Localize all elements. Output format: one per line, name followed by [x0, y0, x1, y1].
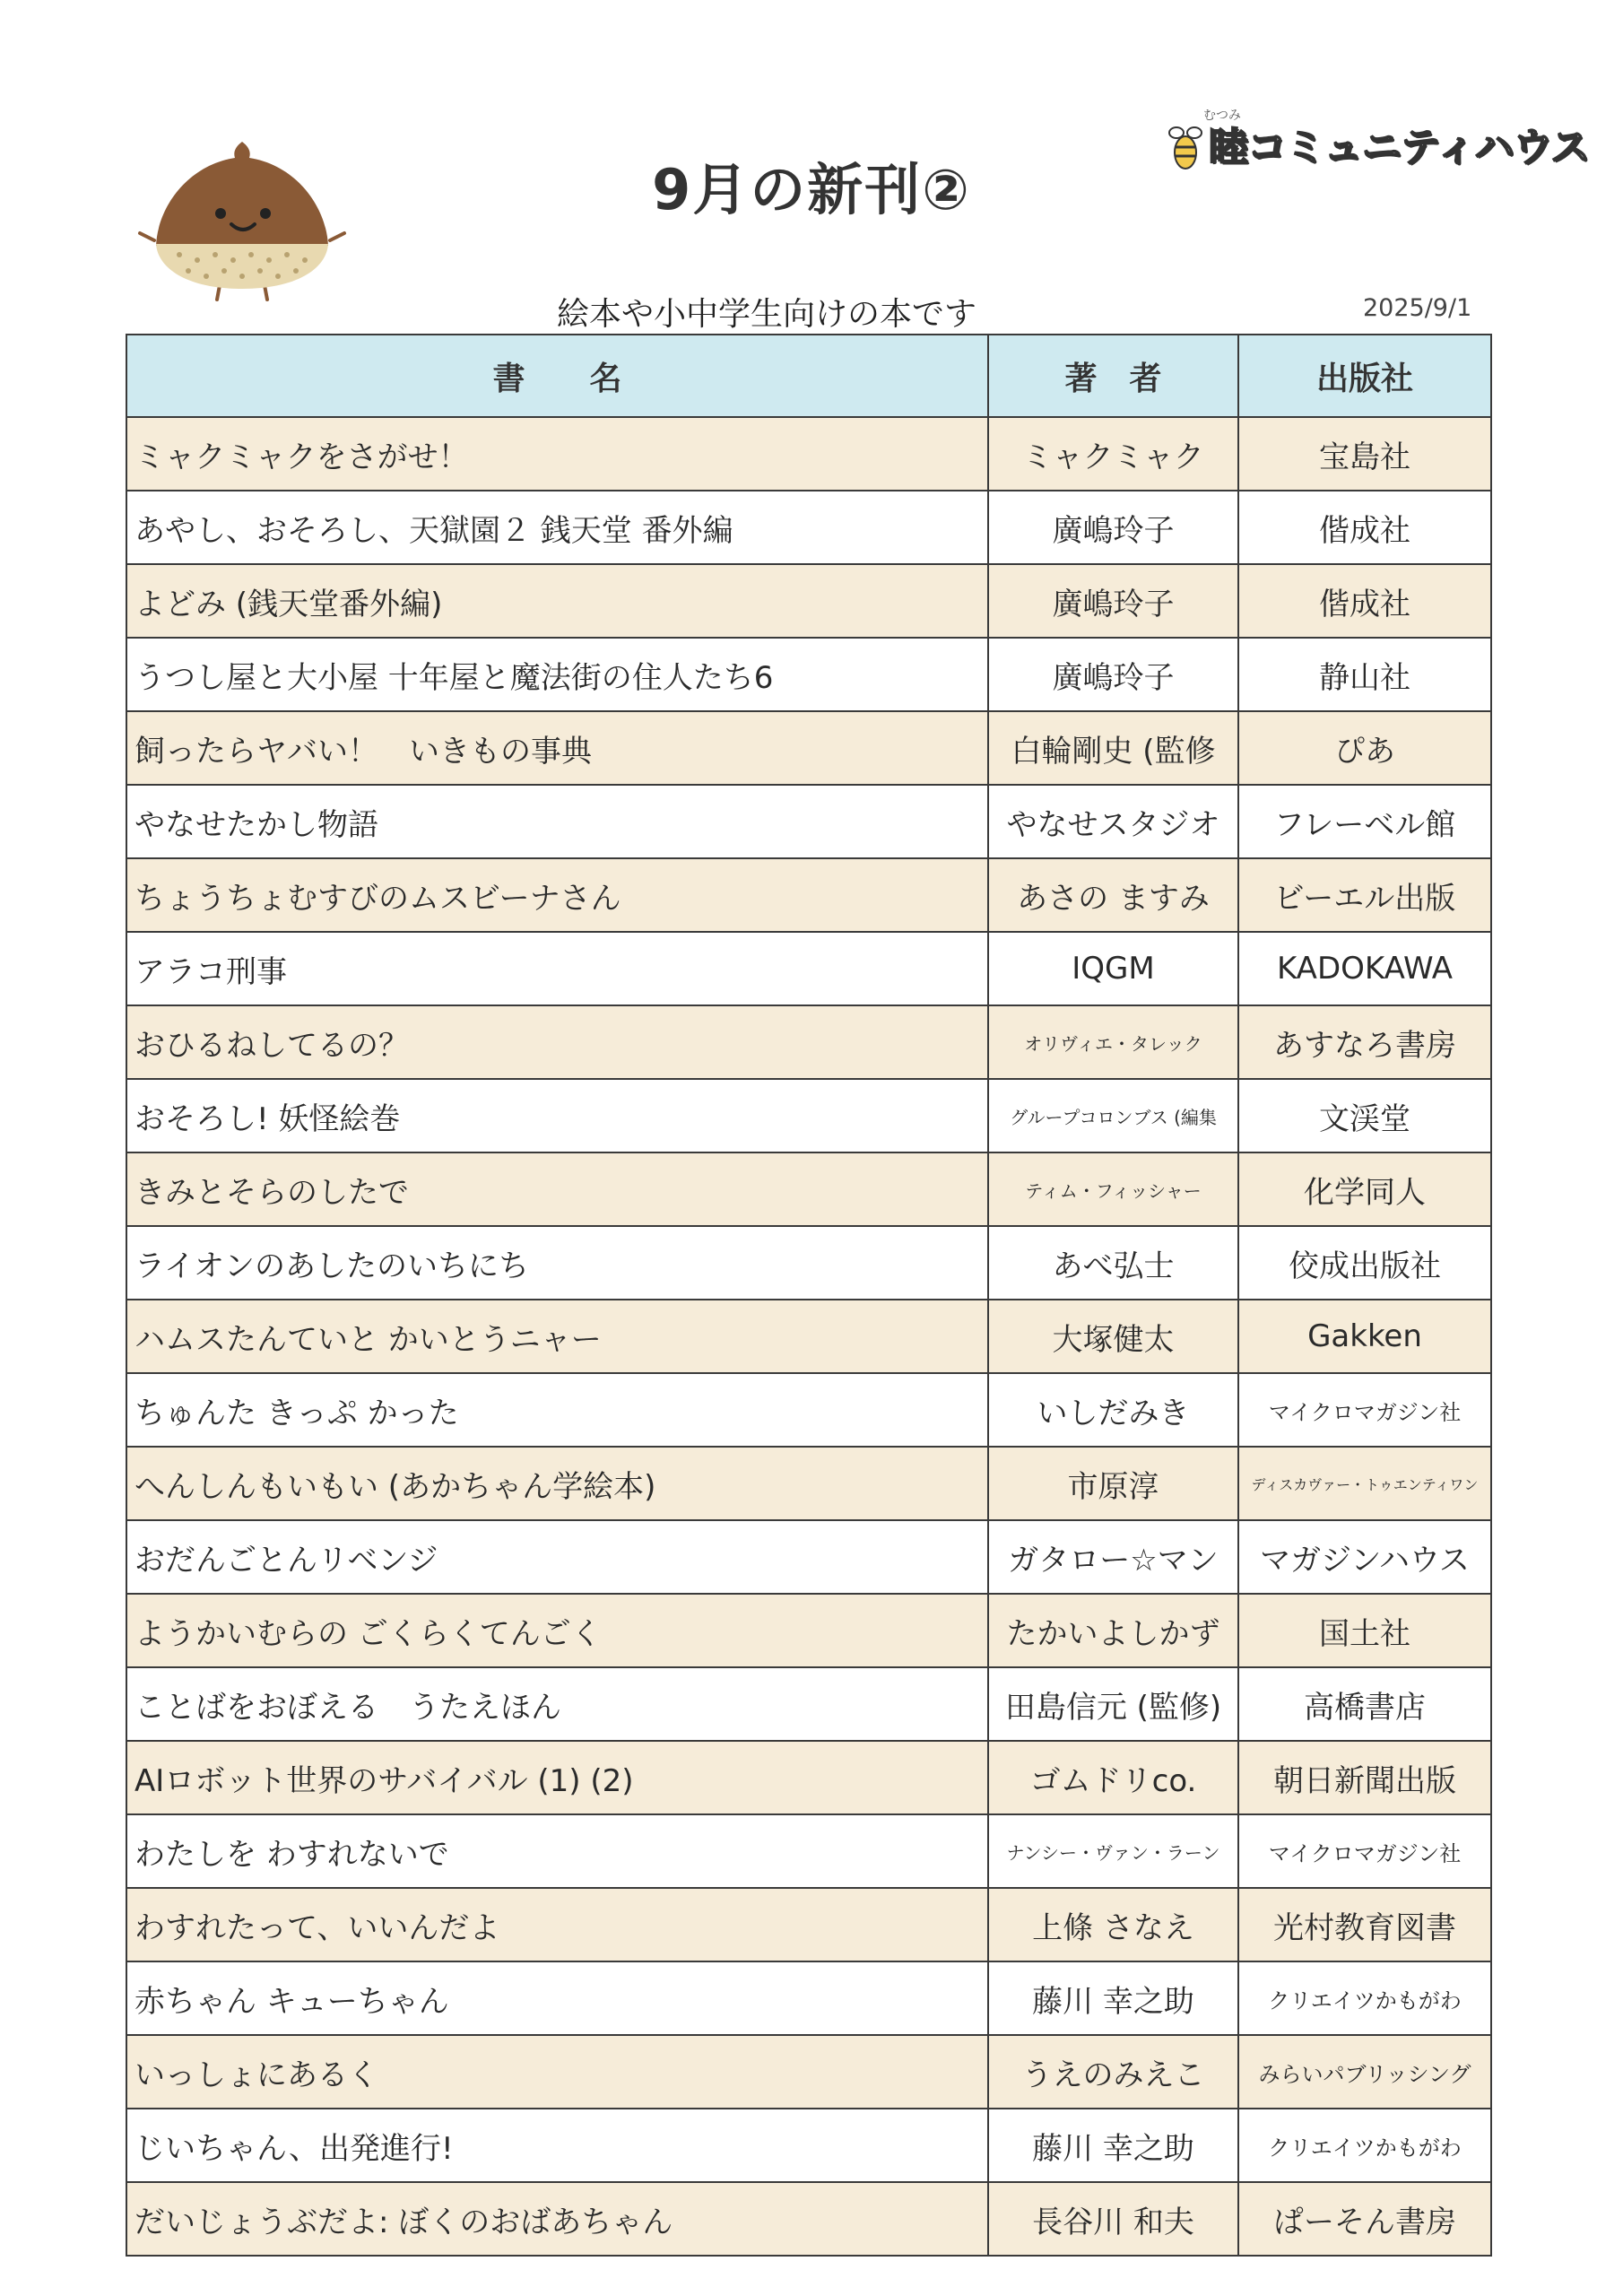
book-publisher-cell: クリエイツかもがわ [1238, 1961, 1491, 2035]
book-publisher-cell: マガジンハウス [1238, 1520, 1491, 1594]
book-title-cell: ちゅんた きっぷ かった [126, 1373, 988, 1447]
book-title-cell: いっしょにあるく [126, 2035, 988, 2109]
table-row [126, 2182, 1491, 2256]
book-publisher-cell: Gakken [1238, 1300, 1491, 1373]
book-author-cell: あさの ますみ [988, 858, 1238, 932]
logo-ruby: むつみ [1203, 109, 1241, 123]
book-publisher-cell: クリエイツかもがわ [1238, 2109, 1491, 2182]
table-row [126, 1226, 1491, 1300]
table-row [126, 1447, 1491, 1520]
subtitle: 絵本や小中学生向けの本です [556, 296, 976, 333]
table-row [126, 1373, 1491, 1447]
book-title-cell: よどみ (銭天堂番外編) [126, 564, 988, 638]
book-title-cell: だいじょうぶだよ: ぼくのおばあちゃん [126, 2182, 988, 2256]
book-title-cell: へんしんもいもい (あかちゃん学絵本) [126, 1447, 988, 1520]
book-title-cell: ライオンのあしたのいちにち [126, 1226, 988, 1300]
book-title-cell: わすれたって、いいんだよ [126, 1888, 988, 1961]
book-title-cell: ことばをおぼえる うたえほん [126, 1667, 988, 1741]
book-publisher-cell: フレーベル館 [1238, 785, 1491, 858]
book-author-cell: ゴムドリco. [988, 1741, 1238, 1814]
table-row [126, 564, 1491, 638]
book-publisher-cell: みらいパブリッシング [1238, 2035, 1491, 2109]
table-row [126, 711, 1491, 785]
book-title-cell: じいちゃん、出発進行! [126, 2109, 988, 2182]
column-header-publisher: 出版社 [1238, 335, 1491, 417]
table-row [126, 1961, 1491, 2035]
book-title-cell: うつし屋と大小屋 十年屋と魔法街の住人たち6 [126, 638, 988, 711]
book-publisher-cell: KADOKAWA [1238, 932, 1491, 1005]
book-title-cell: おひるねしてるの？ [126, 1005, 988, 1079]
book-author-cell: ガタロー☆マン [988, 1520, 1238, 1594]
book-title-cell: ミャクミャクをさがせ！ [126, 417, 988, 491]
book-title-cell: AIロボット世界のサバイバル (1) (2) [126, 1741, 988, 1814]
book-author-cell: 大塚健太 [988, 1300, 1238, 1373]
table-row [126, 1594, 1491, 1667]
book-author-cell: グループコロンブス (編集 [988, 1079, 1238, 1152]
book-author-cell: 上條 さなえ [988, 1888, 1238, 1961]
new-books-table [126, 334, 1492, 2257]
table-header-row [126, 335, 1491, 417]
book-publisher-cell: 佼成出版社 [1238, 1226, 1491, 1300]
table-row [126, 2109, 1491, 2182]
book-author-cell: 藤川 幸之助 [988, 2109, 1238, 2182]
table-row [126, 1079, 1491, 1152]
book-title-cell: きみとそらのしたで [126, 1152, 988, 1226]
column-header-title: 書 名 [126, 335, 988, 417]
book-author-cell: 廣嶋玲子 [988, 491, 1238, 564]
book-title-cell: ちょうちょむすびのムスビーナさん [126, 858, 988, 932]
book-author-cell: たかいよしかず [988, 1594, 1238, 1667]
book-title-cell: 赤ちゃん キューちゃん [126, 1961, 988, 2035]
book-title-cell: おだんごとんリベンジ [126, 1520, 988, 1594]
book-author-cell: 市原淳 [988, 1447, 1238, 1520]
book-author-cell: 廣嶋玲子 [988, 564, 1238, 638]
table-row [126, 858, 1491, 932]
book-title-cell: ハムスたんていと かいとうニャー [126, 1300, 988, 1373]
book-author-cell: いしだみき [988, 1373, 1238, 1447]
column-header-author: 著 者 [988, 335, 1238, 417]
book-publisher-cell: マイクロマガジン社 [1238, 1814, 1491, 1888]
book-publisher-cell: 国土社 [1238, 1594, 1491, 1667]
table-row [126, 1520, 1491, 1594]
book-publisher-cell: ぱーそん書房 [1238, 2182, 1491, 2256]
logo-text: 睦コミュニティハウス [1209, 125, 1590, 170]
book-title-cell: あやし、おそろし、天獄園２ 銭天堂 番外編 [126, 491, 988, 564]
book-author-cell: ナンシー・ヴァン・ラーン [988, 1814, 1238, 1888]
table-row [126, 491, 1491, 564]
issue-date: 2025/9/1 [1363, 294, 1472, 322]
book-publisher-cell: 偕成社 [1238, 491, 1491, 564]
book-publisher-cell: ビーエル出版 [1238, 858, 1491, 932]
table-row [126, 785, 1491, 858]
book-title-cell: ようかいむらの ごくらくてんごく [126, 1594, 988, 1667]
book-publisher-cell: 偕成社 [1238, 564, 1491, 638]
book-title-cell: やなせたかし物語 [126, 785, 988, 858]
book-author-cell: 長谷川 和夫 [988, 2182, 1238, 2256]
book-author-cell: うえのみえこ [988, 2035, 1238, 2109]
book-author-cell: オリヴィエ・タレック [988, 1005, 1238, 1079]
table-row [126, 1814, 1491, 1888]
book-author-cell: 白輪剛史 (監修 [988, 711, 1238, 785]
book-publisher-cell: ぴあ [1238, 711, 1491, 785]
book-publisher-cell: あすなろ書房 [1238, 1005, 1491, 1079]
table-row [126, 417, 1491, 491]
book-publisher-cell: 朝日新聞出版 [1238, 1741, 1491, 1814]
community-house-logo [1167, 109, 1590, 172]
book-title-cell: 飼ったらヤバい！ いきもの事典 [126, 711, 988, 785]
book-title-cell: おそろし! 妖怪絵巻 [126, 1079, 988, 1152]
book-author-cell: 田島信元 (監修) [988, 1667, 1238, 1741]
book-author-cell: あべ弘士 [988, 1226, 1238, 1300]
table-row [126, 1888, 1491, 1961]
book-author-cell: 藤川 幸之助 [988, 1961, 1238, 2035]
book-title-cell: わたしを わすれないで [126, 1814, 988, 1888]
table-row [126, 1741, 1491, 1814]
table-row [126, 1300, 1491, 1373]
table-row [126, 932, 1491, 1005]
book-publisher-cell: 高橋書店 [1238, 1667, 1491, 1741]
book-publisher-cell: 静山社 [1238, 638, 1491, 711]
table-row [126, 1667, 1491, 1741]
book-author-cell: 廣嶋玲子 [988, 638, 1238, 711]
book-publisher-cell: 化学同人 [1238, 1152, 1491, 1226]
book-publisher-cell: マイクロマガジン社 [1238, 1373, 1491, 1447]
book-title-cell: アラコ刑事 [126, 932, 988, 1005]
book-publisher-cell: 文渓堂 [1238, 1079, 1491, 1152]
book-author-cell: やなせスタジオ [988, 785, 1238, 858]
table-row [126, 1152, 1491, 1226]
book-publisher-cell: 宝島社 [1238, 417, 1491, 491]
bee-logo-icon [1167, 120, 1203, 172]
page-title: 9月の新刊② [652, 157, 971, 222]
book-publisher-cell: ディスカヴァー・トゥエンティワン [1238, 1447, 1491, 1520]
table-row [126, 2035, 1491, 2109]
book-author-cell: ティム・フィッシャー [988, 1152, 1238, 1226]
table-row [126, 1005, 1491, 1079]
book-author-cell: IQGM [988, 932, 1238, 1005]
book-author-cell: ミャクミャク [988, 417, 1238, 491]
book-publisher-cell: 光村教育図書 [1238, 1888, 1491, 1961]
table-row [126, 638, 1491, 711]
